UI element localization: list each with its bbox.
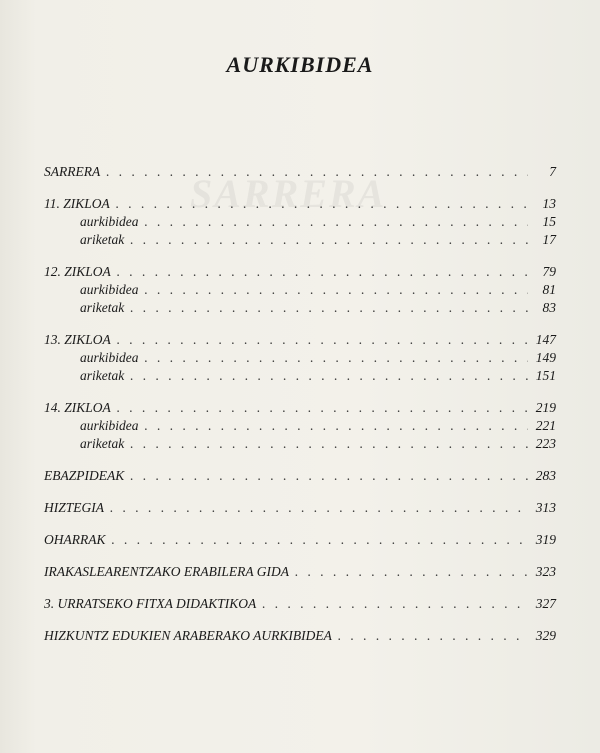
toc-entry-label: EBAZPIDEAK [44, 468, 125, 483]
dot-leader [130, 300, 528, 316]
toc-page-number: 221 [535, 418, 556, 433]
toc-entry-label: ariketak [80, 232, 125, 247]
dot-leader [145, 418, 529, 434]
toc-entry [44, 468, 556, 486]
toc-entry-label: ariketak [80, 368, 125, 383]
dot-leader [145, 214, 529, 230]
toc-page-number: 327 [535, 596, 556, 611]
toc-entry [44, 400, 556, 418]
toc-subentry [44, 232, 556, 250]
toc-page-number: 151 [535, 368, 556, 383]
dot-leader [110, 500, 528, 516]
toc-page-number: 283 [535, 468, 556, 483]
toc-entry-label: OHARRAK [44, 532, 106, 547]
toc-page-number: 147 [535, 332, 556, 347]
toc-spacer [44, 518, 556, 532]
toc-subentry [44, 436, 556, 454]
toc-page-number: 83 [542, 300, 556, 315]
dot-leader [130, 368, 528, 384]
page-title: AURKIBIDEA [226, 52, 374, 77]
table-of-contents [44, 164, 556, 646]
toc-spacer [44, 582, 556, 596]
toc-spacer [44, 386, 556, 400]
toc-page-number: 81 [542, 282, 556, 297]
toc-entry-label: aurkibidea [80, 350, 139, 365]
dot-leader [145, 350, 529, 366]
dot-leader [145, 282, 529, 298]
toc-entry [44, 532, 556, 550]
toc-spacer [44, 250, 556, 264]
toc-entry-label: HIZKUNTZ EDUKIEN ARABERAKO AURKIBIDEA [44, 628, 332, 643]
toc-entry-label: aurkibidea [80, 282, 139, 297]
toc-spacer [44, 318, 556, 332]
dot-leader [116, 196, 528, 212]
toc-page-number: 7 [549, 164, 556, 179]
toc-page-number: 149 [535, 350, 556, 365]
toc-entry [44, 164, 556, 182]
toc-subentry [44, 282, 556, 300]
dot-leader [112, 532, 529, 548]
toc-entry-label: 3. URRATSEKO FITXA DIDAKTIKOA [44, 596, 257, 611]
toc-entry-label: aurkibidea [80, 418, 139, 433]
toc-entry [44, 332, 556, 350]
toc-entry-label: HIZTEGIA [44, 500, 104, 515]
toc-entry-label: 11. ZIKLOA [44, 196, 110, 211]
toc-entry-label: aurkibidea [80, 214, 139, 229]
toc-entry-label: IRAKASLEARENTZAKO ERABILERA GIDA [44, 564, 289, 579]
toc-subentry [44, 214, 556, 232]
toc-entry [44, 196, 556, 214]
toc-page-number: 319 [535, 532, 556, 547]
toc-page-number: 313 [535, 500, 556, 515]
toc-page-number: 17 [542, 232, 556, 247]
dot-leader [130, 468, 528, 484]
toc-spacer [44, 614, 556, 628]
toc-page-number: 223 [535, 436, 556, 451]
toc-page-number: 15 [542, 214, 556, 229]
toc-spacer [44, 486, 556, 500]
toc-subentry [44, 368, 556, 386]
toc-entry-label: ariketak [80, 436, 125, 451]
toc-spacer [44, 550, 556, 564]
dot-leader [117, 332, 528, 348]
toc-spacer [44, 182, 556, 196]
bleed-through-text: SARRERA [190, 171, 387, 216]
toc-page-number: 79 [542, 264, 556, 279]
toc-entry-label: 14. ZIKLOA [44, 400, 111, 415]
toc-page-number: 219 [535, 400, 556, 415]
dot-leader [130, 232, 528, 248]
toc-entry-label: 13. ZIKLOA [44, 332, 111, 347]
dot-leader [262, 596, 528, 612]
toc-entry [44, 264, 556, 282]
toc-page-number: 13 [542, 196, 556, 211]
toc-entry [44, 500, 556, 518]
dot-leader [117, 264, 528, 280]
toc-entry-label: SARRERA [44, 164, 101, 179]
toc-page-number: 323 [535, 564, 556, 579]
dot-leader [106, 164, 528, 180]
dot-leader [295, 564, 528, 580]
toc-entry-label: 12. ZIKLOA [44, 264, 111, 279]
toc-entry [44, 564, 556, 582]
toc-page-number: 329 [535, 628, 556, 643]
dot-leader [130, 436, 528, 452]
toc-entry [44, 628, 556, 646]
dot-leader [117, 400, 528, 416]
dot-leader [338, 628, 528, 644]
toc-subentry [44, 350, 556, 368]
toc-subentry [44, 300, 556, 318]
toc-entry [44, 596, 556, 614]
toc-entry-label: ariketak [80, 300, 125, 315]
toc-subentry [44, 418, 556, 436]
toc-spacer [44, 454, 556, 468]
